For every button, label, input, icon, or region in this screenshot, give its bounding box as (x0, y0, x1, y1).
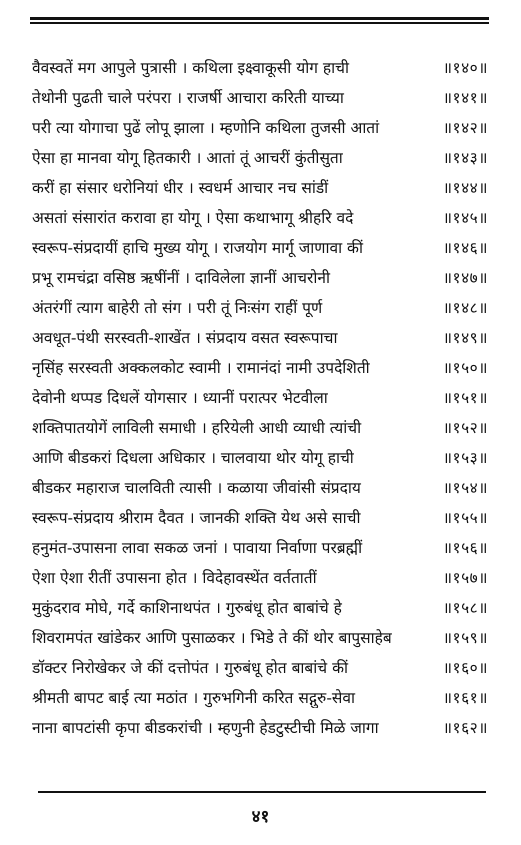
verse-text: ऐसा हा मानवा योगू हितकारी । आतां तूं आचरीं कुंतीसुता (32, 149, 343, 167)
verse-number: ॥१४६॥ (442, 239, 488, 257)
verse-number: ॥१४९॥ (442, 329, 488, 347)
verse-number: ॥१५२॥ (442, 419, 488, 437)
verse-text: प्रभू रामचंद्रा वसिष्ठ ऋषींनीं । दाविलेला ज्ञानीं आचरोनी (32, 269, 330, 287)
verse-line (32, 502, 488, 532)
verse-text: श्रीमती बापट बाई त्या मठांत । गुरुभगिनी करित सद्गुरु-सेवा (32, 689, 356, 707)
verse-number: ॥१४४॥ (442, 179, 488, 197)
verse-text: नाना बापटांसी कृपा बीडकरांची । म्हणुनी हेडटुस्टीची मिळे जागा (32, 719, 379, 737)
verse-number: ॥१६२॥ (442, 719, 488, 737)
verse-number: ॥१६१॥ (442, 689, 488, 707)
verse-text: अंतरंगीं त्याग बाहेरी तो संग । परी तूं निःसंग राहीं पूर्ण (32, 299, 323, 317)
verse-text: हनुमंत-उपासना लावा सकळ जनां । पावाया निर्वाणा परब्रह्मीं (32, 539, 363, 557)
verse-line (32, 442, 488, 472)
page-number: ४१ (251, 807, 270, 827)
verse-number: ॥१४१॥ (442, 89, 488, 107)
verse-line (32, 82, 488, 112)
verse-number: ॥१५६॥ (442, 539, 488, 557)
verse-text: शक्तिपातयोगें लाविली समाधी । हरियेली आधी व्याधी त्यांची (32, 419, 362, 437)
verse-text: मुकुंदराव मोघे, गर्दे काशिनाथपंत । गुरुबंधू होत बाबांचे हे (32, 599, 342, 617)
verse-line (32, 262, 488, 292)
verse-number: ॥१४३॥ (442, 149, 488, 167)
verse-text: डॉक्टर निरोखेकर जे कीं दत्तोपंत । गुरुबंधू होत बाबांचे कीं (32, 659, 348, 677)
top-rule-thick (30, 17, 489, 20)
verse-text: शिवरामपंत खांडेकर आणि पुसाळकर । भिडे ते कीं थोर बापुसाहेब (32, 629, 392, 647)
verse-line (32, 292, 488, 322)
verse-number: ॥१५१॥ (442, 389, 488, 407)
verse-line (32, 52, 488, 82)
verse-number: ॥१५३॥ (442, 449, 488, 467)
verse-number: ॥१५४॥ (442, 479, 488, 497)
verse-text: वैवस्वतें मग आपुले पुत्रासी । कथिला इक्ष्वाकूसी योग हाची (32, 59, 349, 77)
verse-text: असतां संसारांत करावा हा योगू । ऐसा कथाभागू श्रीहरि वदे (32, 209, 354, 227)
verse-line (32, 652, 488, 682)
verse-text: तेथोनी पुढती चाले परंपरा । राजर्षी आचारा करिती याच्या (32, 89, 344, 107)
verse-line (32, 172, 488, 202)
verse-text: परी त्या योगाचा पुढें लोपू झाला । म्हणोनि कथिला तुजसी आतां (32, 119, 380, 137)
verse-line (32, 472, 488, 502)
verse-line (32, 352, 488, 382)
verse-line (32, 712, 488, 742)
verse-line (32, 232, 488, 262)
bottom-rule (38, 791, 486, 793)
verse-line (32, 382, 488, 412)
verse-line (32, 142, 488, 172)
verse-line (32, 622, 488, 652)
verse-line (32, 532, 488, 562)
verse-number: ॥१५५॥ (442, 509, 488, 527)
verse-text: करीं हा संसार धरोनियां धीर । स्वधर्म आचार नच सांडीं (32, 179, 329, 197)
verse-text: देवोनी थप्पड दिधलें योगसार । ध्यानीं परात्पर भेटवीला (32, 389, 328, 407)
verse-line (32, 592, 488, 622)
verse-text: ऐशा ऐशा रीतीं उपासना होत । विदेहावस्थेंत वर्ततातीं (32, 569, 317, 587)
top-rule-thin (30, 22, 489, 24)
verse-number: ॥१५८॥ (442, 599, 488, 617)
verse-number: ॥१६०॥ (442, 659, 488, 677)
verse-line (32, 412, 488, 442)
verse-number: ॥१५०॥ (442, 359, 488, 377)
verse-text: नृसिंह सरस्वती अक्कलकोट स्वामी । रामानंदां नामी उपदेशिती (32, 359, 370, 377)
verse-text: स्वरूप-संप्रदायीं हाचि मुख्य योगू । राजयोग मार्गू जाणावा कीं (32, 239, 363, 257)
verse-number: ॥१४०॥ (442, 59, 488, 77)
verse-number: ॥१५९॥ (442, 629, 488, 647)
verse-number: ॥१५७॥ (442, 569, 488, 587)
verse-line (32, 322, 488, 352)
verse-line (32, 682, 488, 712)
verse-number: ॥१४२॥ (442, 119, 488, 137)
verse-text: स्वरूप-संप्रदाय श्रीराम दैवत । जानकी शक्ति येथ असे साची (32, 509, 361, 527)
verse-text: अवधूत-पंथी सरस्वती-शाखेंत । संप्रदाय वसत स्वरूपाचा (32, 329, 338, 347)
verse-line (32, 112, 488, 142)
verse-number: ॥१४८॥ (442, 299, 488, 317)
verse-number: ॥१४७॥ (442, 269, 488, 287)
verse-line (32, 202, 488, 232)
verse-number: ॥१४५॥ (442, 209, 488, 227)
verse-line (32, 562, 488, 592)
verse-text: बीडकर महाराज चालविती त्यासी । कळाया जीवांसी संप्रदाय (32, 479, 361, 497)
verse-list (32, 52, 488, 742)
verse-text: आणि बीडकरां दिधला अधिकार । चालवाया थोर योगू हाची (32, 449, 354, 467)
